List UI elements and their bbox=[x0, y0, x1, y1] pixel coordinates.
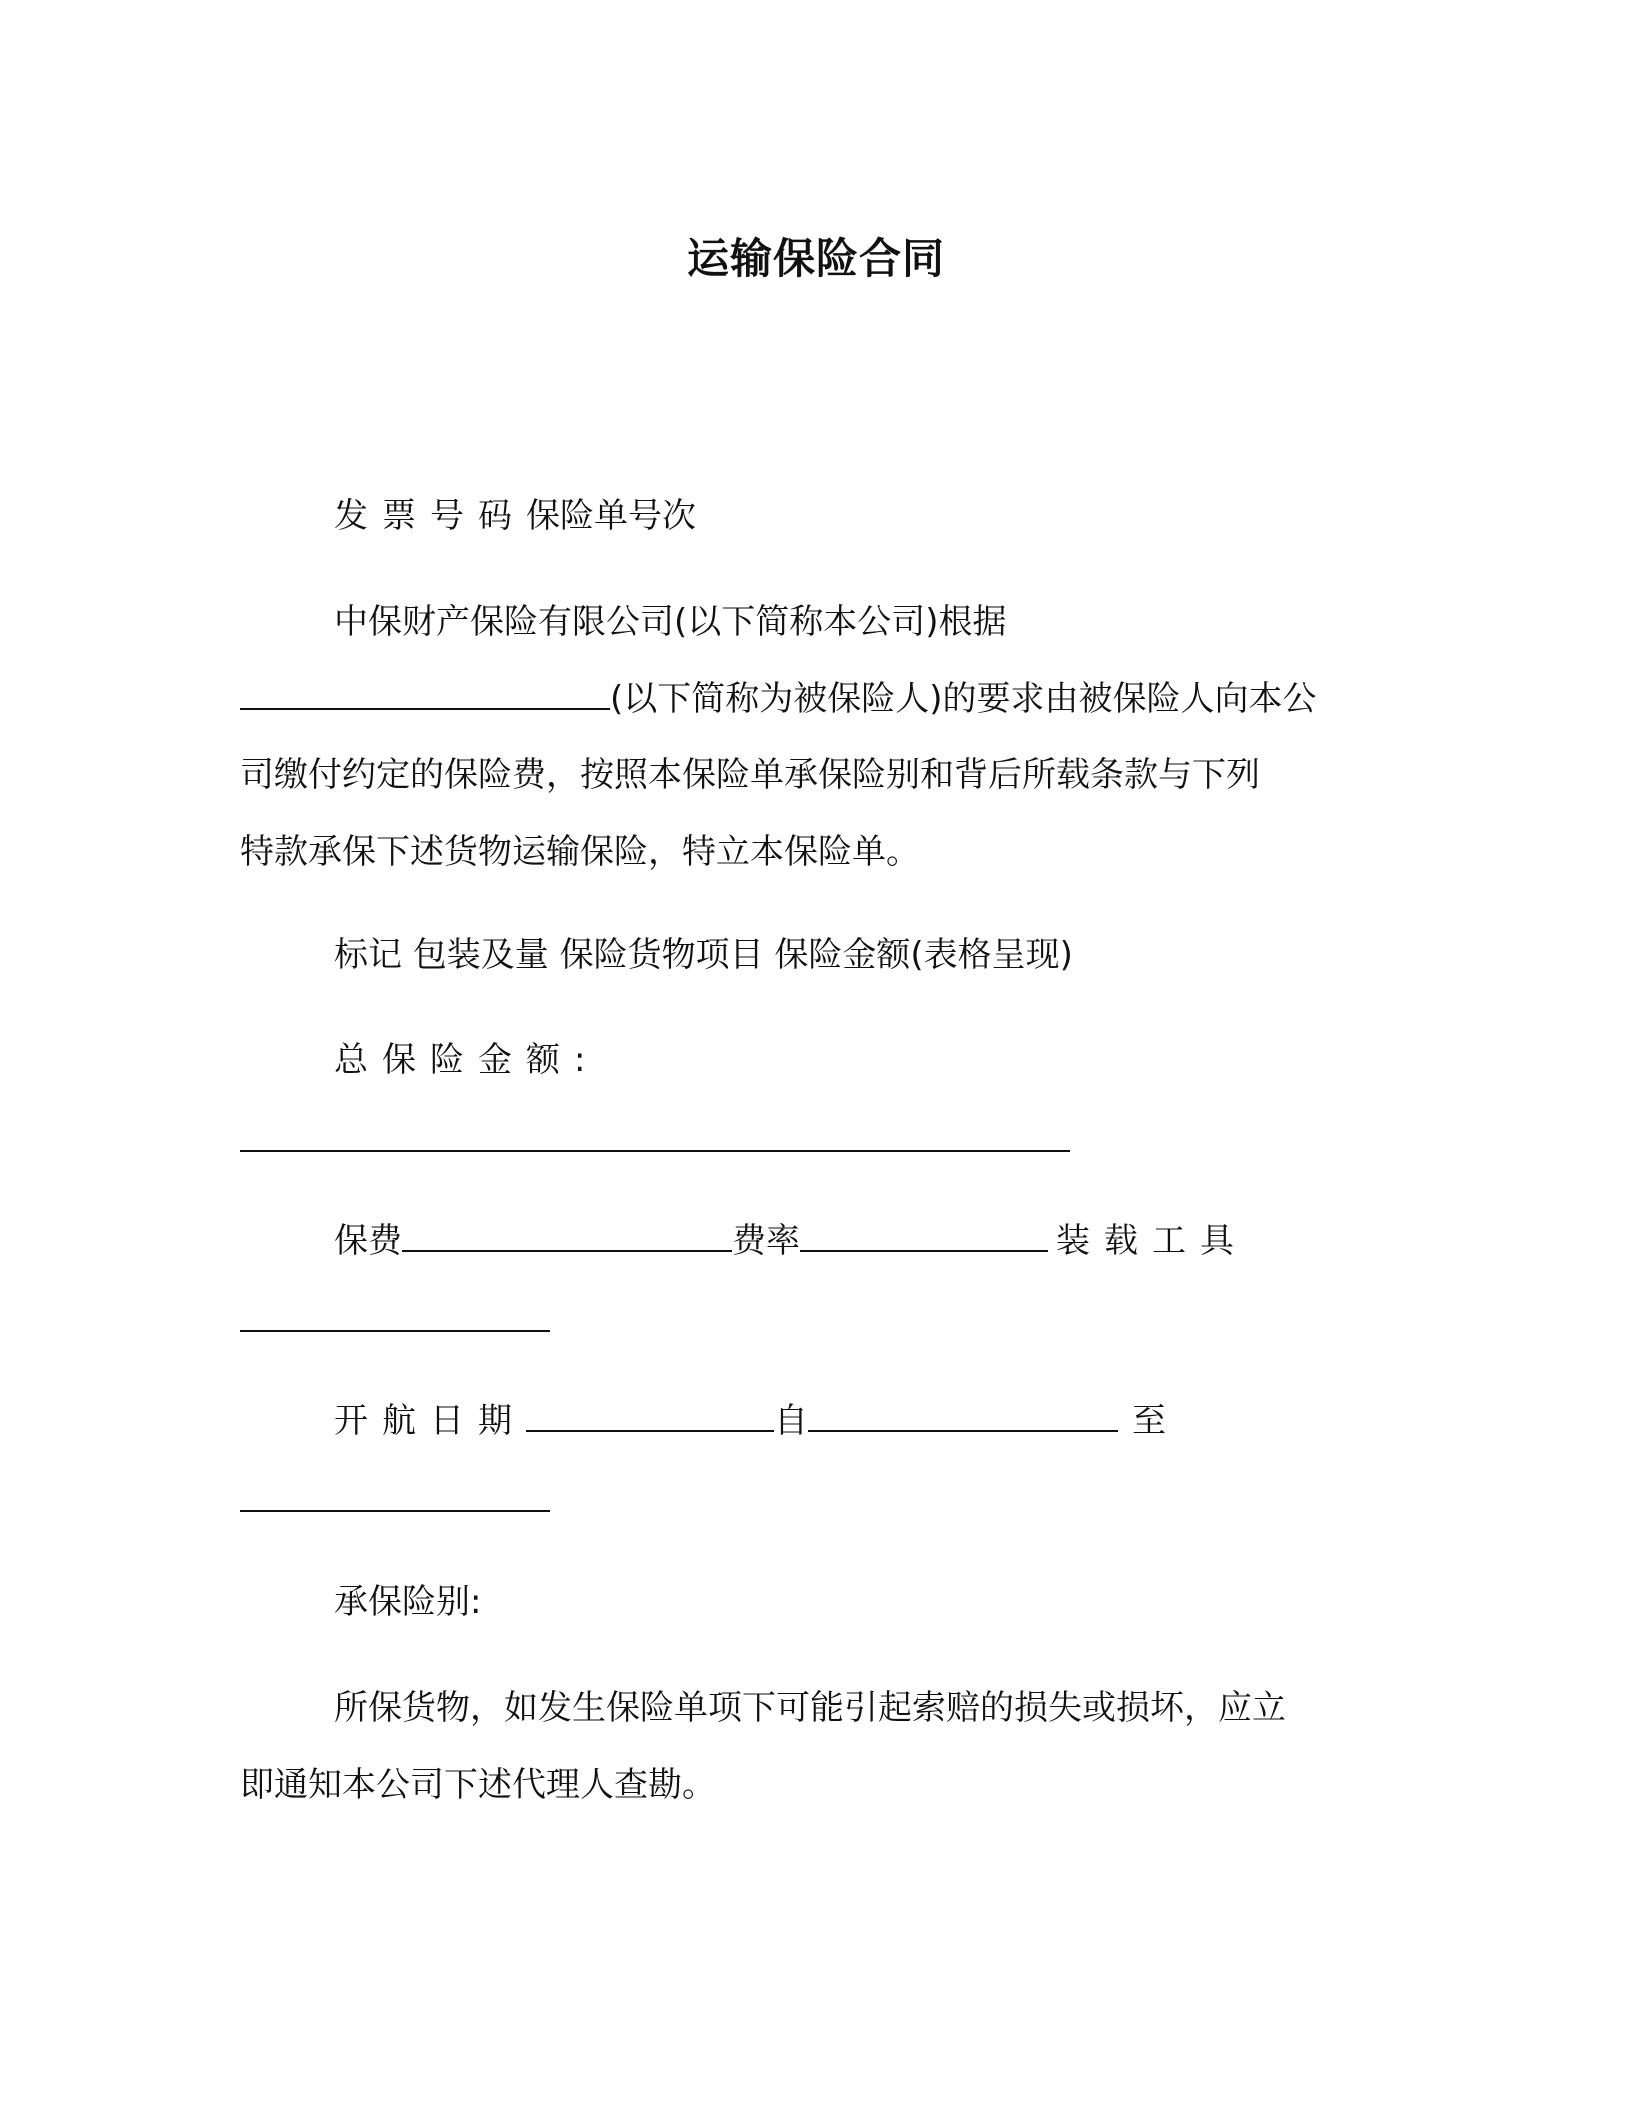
para2-line2: 即通知本公司下述代理人查勘。 bbox=[240, 1765, 716, 1805]
rate-blank[interactable] bbox=[800, 1220, 1048, 1252]
para1-line3: 司缴付约定的保险费，按照本保险单承保险别和背后所载条款与下列 bbox=[240, 755, 1260, 795]
premium-label: 保费 bbox=[334, 1221, 402, 1261]
rate-label: 费率 bbox=[732, 1221, 800, 1261]
total-amount-blank[interactable] bbox=[240, 1120, 1070, 1152]
vehicle-label: 装载工具 bbox=[1056, 1221, 1248, 1261]
premium-line bbox=[334, 1220, 1248, 1261]
insured-name-blank[interactable] bbox=[240, 678, 610, 710]
coverage-label: 承保险别: bbox=[334, 1582, 482, 1622]
total-amount-label: 总保险金额: bbox=[334, 1040, 600, 1080]
invoice-number-label: 发票号码 bbox=[334, 496, 526, 536]
from-blank[interactable] bbox=[808, 1400, 1118, 1432]
table-note: 标记 包装及量 保险货物项目 保险金额(表格呈现) bbox=[334, 935, 1073, 975]
sailing-date-blank[interactable] bbox=[526, 1400, 774, 1432]
sailing-line bbox=[334, 1400, 1166, 1441]
para1-line2-text: (以下简称为被保险人)的要求由被保险人向本公 bbox=[610, 679, 1317, 719]
para1-line4: 特款承保下述货物运输保险，特立本保险单。 bbox=[240, 832, 920, 872]
para1-line2 bbox=[240, 678, 1317, 719]
to-blank[interactable] bbox=[240, 1480, 550, 1512]
to-label: 至 bbox=[1132, 1401, 1166, 1441]
document-title: 运输保险合同 bbox=[686, 234, 945, 283]
policy-number-label: 保险单号次 bbox=[526, 496, 696, 536]
para1-line1: 中保财产保险有限公司(以下简称本公司)根据 bbox=[334, 602, 1007, 642]
para2-line1: 所保货物，如发生保险单项下可能引起索赔的损失或损坏，应立 bbox=[334, 1688, 1286, 1728]
vehicle-blank[interactable] bbox=[240, 1300, 550, 1332]
vehicle-line bbox=[240, 1300, 550, 1341]
sailing-date-label: 开航日期 bbox=[334, 1401, 526, 1441]
total-amount-line bbox=[240, 1120, 1070, 1161]
to-line bbox=[240, 1480, 550, 1521]
from-label: 自 bbox=[774, 1401, 808, 1441]
premium-blank[interactable] bbox=[402, 1220, 732, 1252]
invoice-line bbox=[334, 496, 696, 536]
